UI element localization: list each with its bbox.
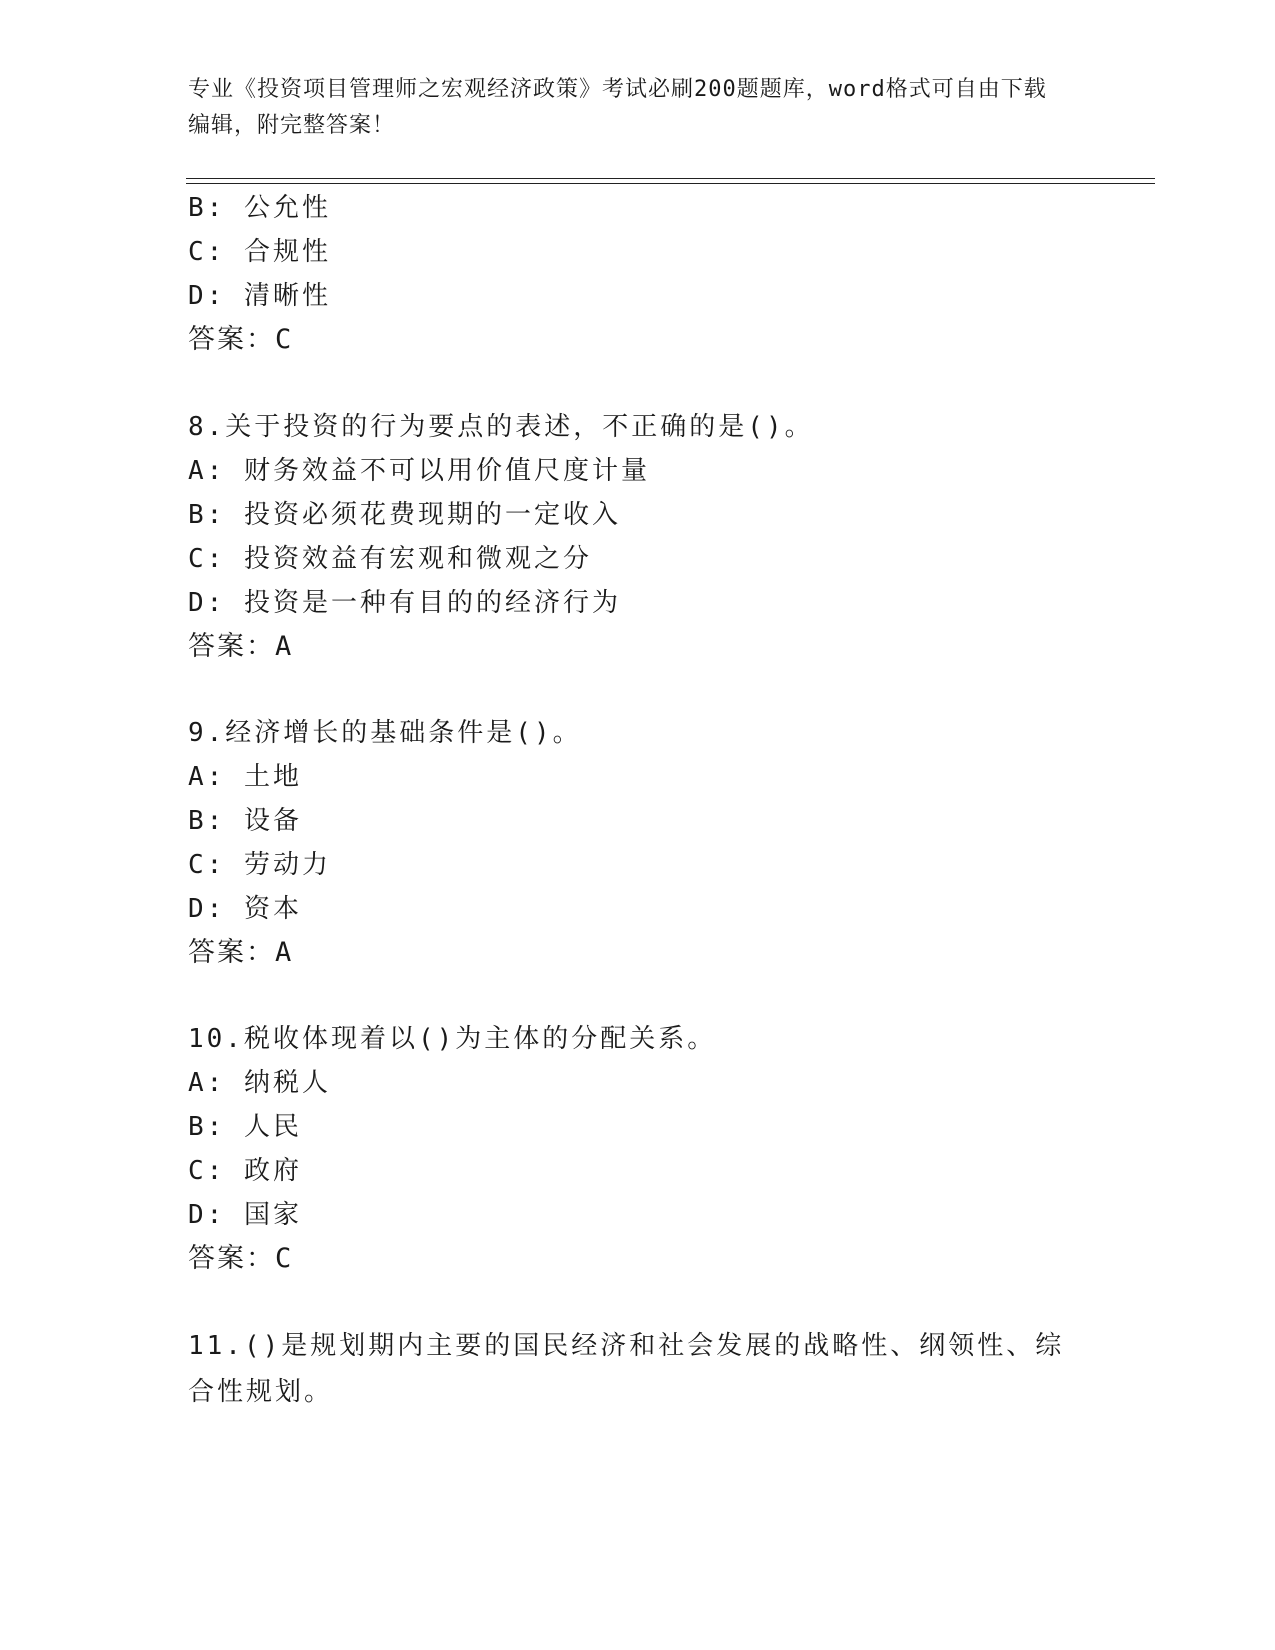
answer-label: 答案： xyxy=(188,324,275,355)
answer-line xyxy=(188,629,293,665)
answer-label: 答案： xyxy=(188,631,275,662)
option-d: D: 清晰性 xyxy=(188,281,331,311)
answer-value: A xyxy=(275,631,294,662)
question-stem: 10.税收体现着以()为主体的分配关系。 xyxy=(188,1024,717,1054)
answer-value: A xyxy=(275,937,294,968)
option-d: D: 国家 xyxy=(188,1200,302,1230)
option-b: B: 公允性 xyxy=(188,193,331,223)
answer-value: C xyxy=(275,324,294,355)
answer-value: C xyxy=(275,1243,294,1274)
option-d: D: 资本 xyxy=(188,894,302,924)
option-c: C: 合规性 xyxy=(188,237,331,267)
option-a: A: 财务效益不可以用价值尺度计量 xyxy=(188,456,650,486)
question-stem: 11.()是规划期内主要的国民经济和社会发展的战略性、纲领性、综合性规划。 xyxy=(188,1331,1065,1407)
option-b: B: 人民 xyxy=(188,1112,302,1142)
option-c: C: 投资效益有宏观和微观之分 xyxy=(188,544,592,574)
header-divider-top xyxy=(186,178,1155,179)
option-c: C: 政府 xyxy=(188,1156,302,1186)
option-c: C: 劳动力 xyxy=(188,850,331,880)
option-d: D: 投资是一种有目的的经济行为 xyxy=(188,588,621,618)
option-b: B: 投资必须花费现期的一定收入 xyxy=(188,500,621,530)
option-a: A: 纳税人 xyxy=(188,1068,331,1098)
question-stem: 8.关于投资的行为要点的表述，不正确的是()。 xyxy=(188,412,814,442)
answer-line xyxy=(188,935,293,971)
question-stem: 9.经济增长的基础条件是()。 xyxy=(188,718,582,748)
option-b: B: 设备 xyxy=(188,806,302,836)
document-header: 专业《投资项目管理师之宏观经济政策》考试必刷200题题库，word格式可自由下载编辑，附完整答案！ xyxy=(188,77,1047,138)
answer-label: 答案： xyxy=(188,1243,275,1274)
answer-line xyxy=(188,1241,293,1277)
option-a: A: 土地 xyxy=(188,762,302,792)
answer-label: 答案： xyxy=(188,937,275,968)
header-divider-bottom xyxy=(186,183,1155,184)
answer-line xyxy=(188,322,293,358)
